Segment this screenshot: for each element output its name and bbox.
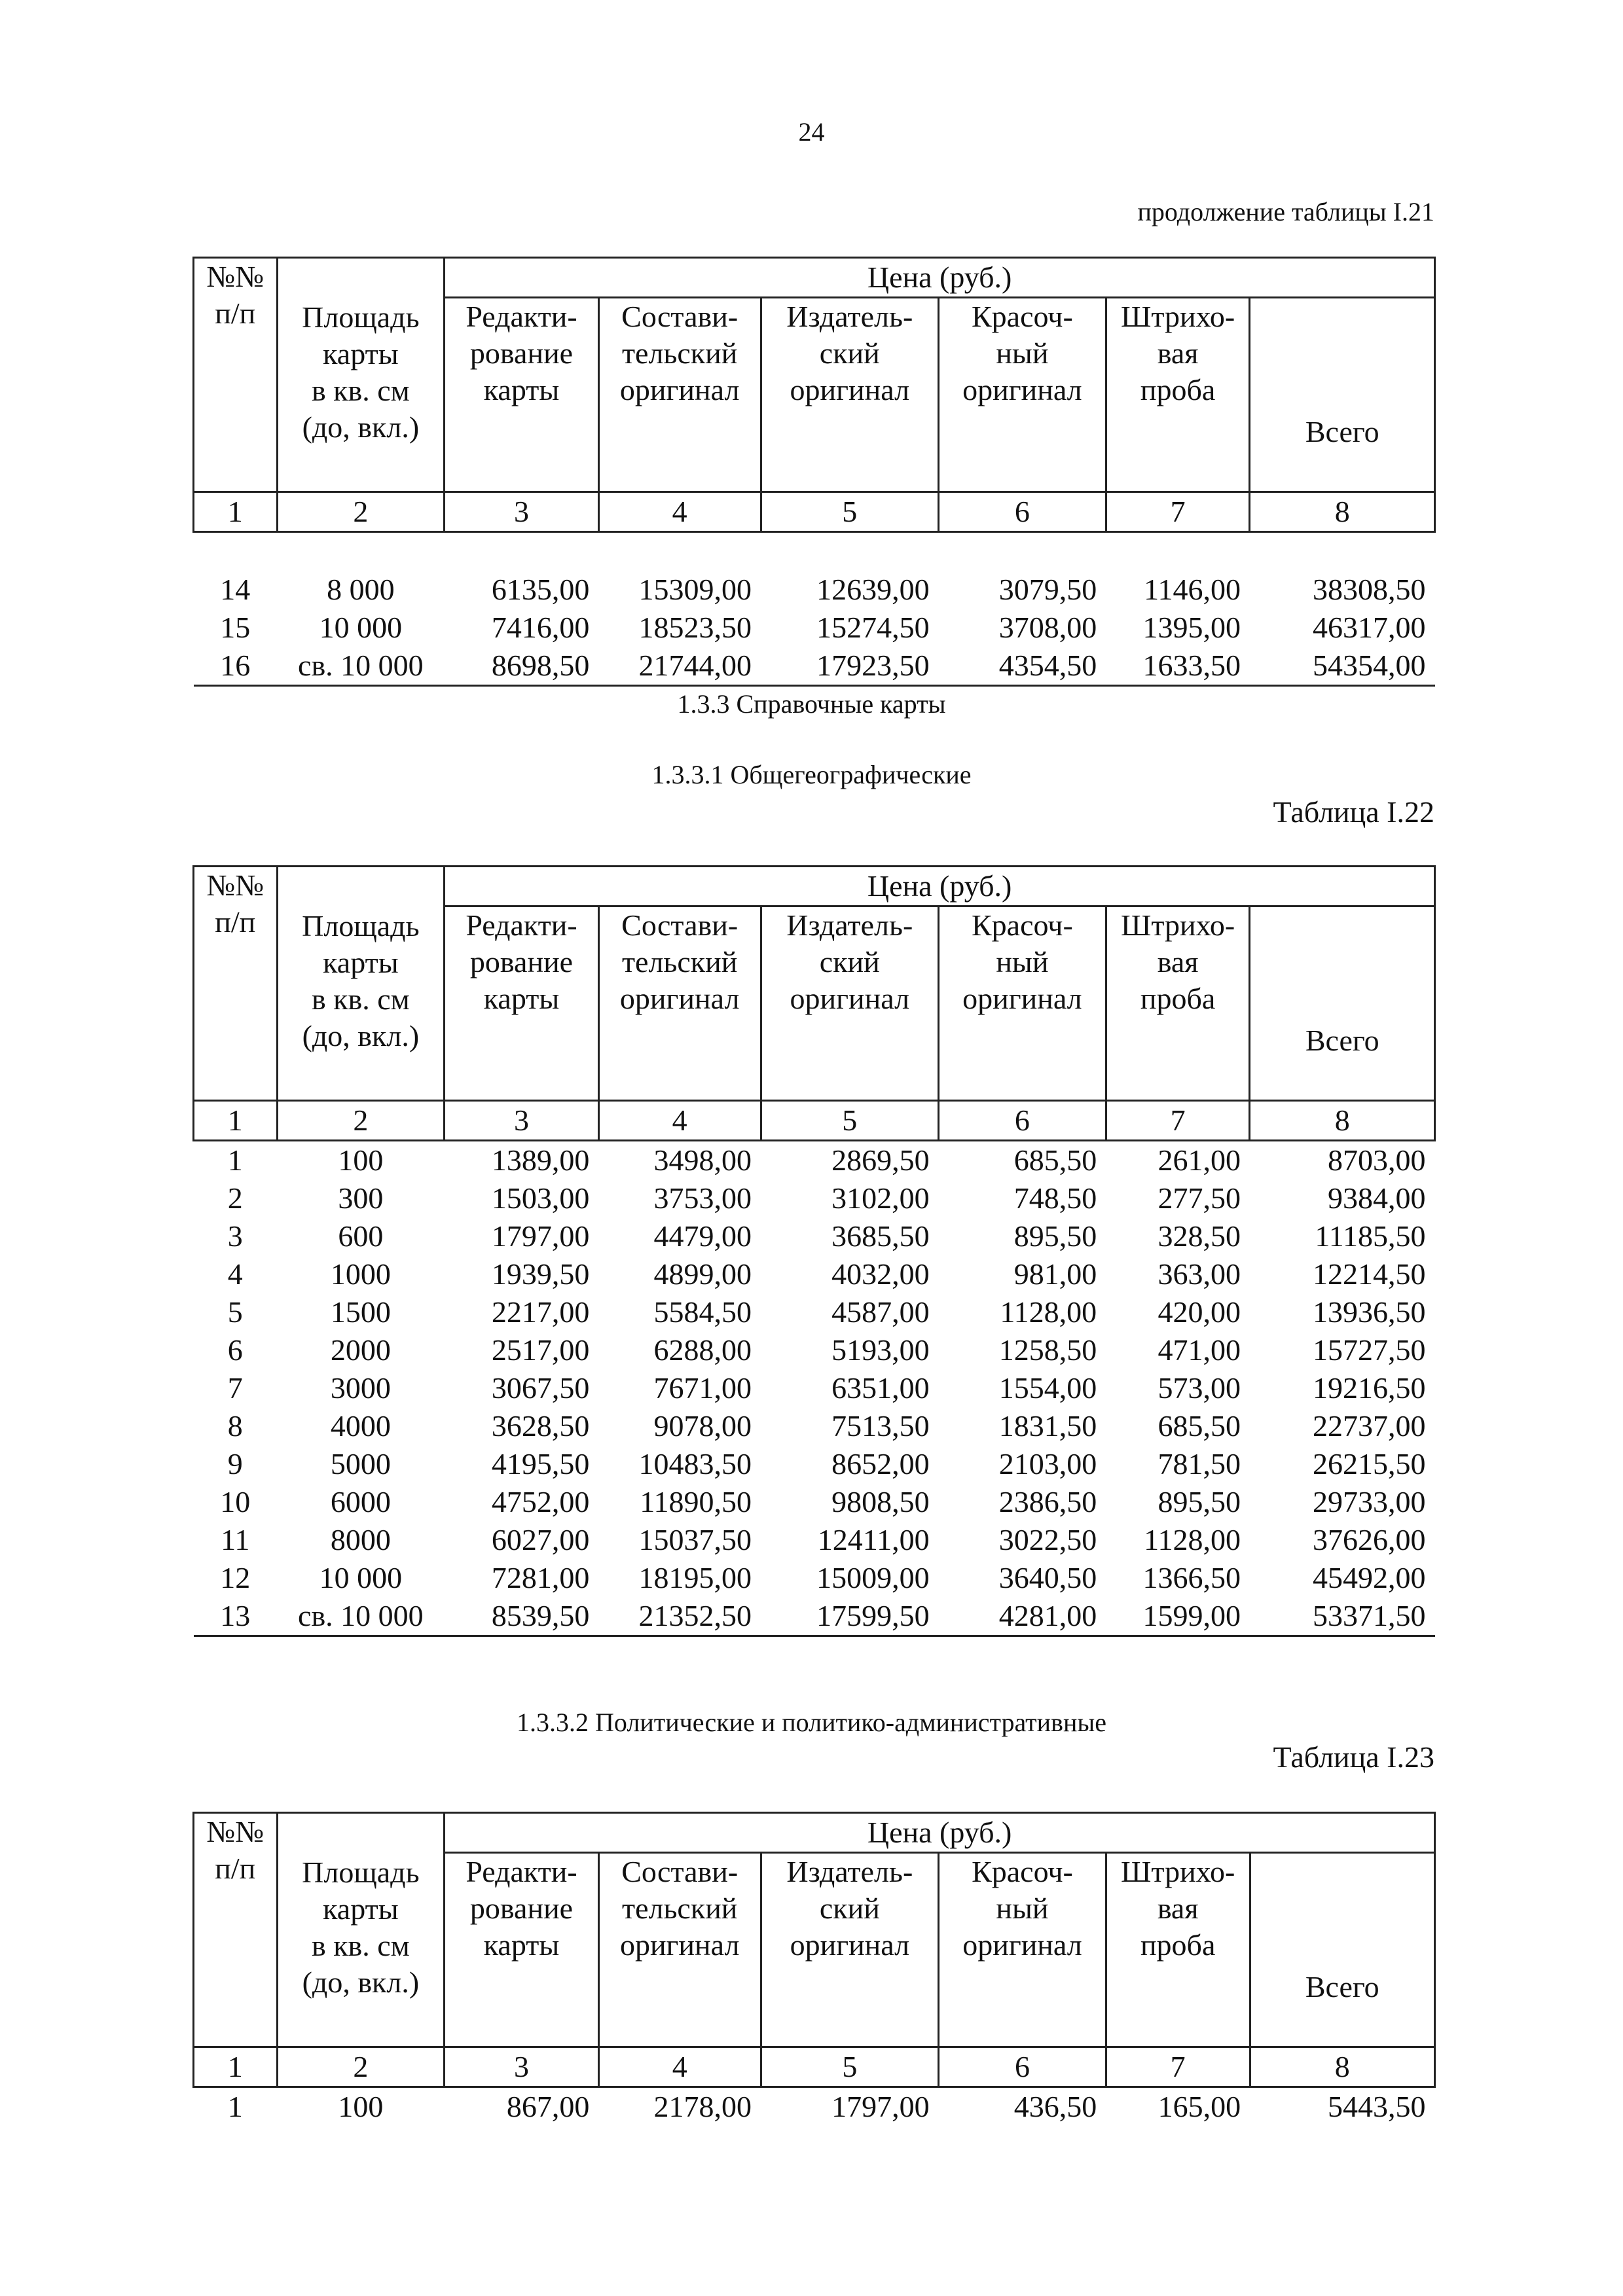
table-cell: 54354,00 <box>1250 647 1435 686</box>
col-number-6: 6 <box>939 492 1106 532</box>
table-cell: 9078,00 <box>653 1409 752 1443</box>
table-cell: 4 <box>227 1257 243 1291</box>
table-i23 <box>192 1812 1436 2126</box>
table-cell: 38308,50 <box>1313 573 1426 606</box>
table-cell: 22737,00 <box>1313 1409 1426 1443</box>
table-cell: 6288,00 <box>653 1333 752 1367</box>
table-cell: 29733,00 <box>1313 1485 1426 1518</box>
table-cell: 18523,50 <box>638 611 752 644</box>
table-cell: 2103,00 <box>998 1447 1097 1480</box>
table-label-i23: Таблица I.23 <box>1273 1740 1434 1774</box>
table-cell: 3022,50 <box>998 1523 1097 1556</box>
table-cell: 867,00 <box>506 2090 590 2123</box>
table-cell: 1797,00 <box>831 2090 930 2123</box>
header-col-4: Состави- тельский оригинал <box>598 298 761 492</box>
page-number: 24 <box>798 117 825 147</box>
table-cell: 3685,50 <box>831 1219 930 1253</box>
table-row <box>194 609 1435 647</box>
col-number-1: 1 <box>194 492 278 532</box>
table-row <box>194 1521 1435 1559</box>
table-i22 <box>192 865 1436 1637</box>
table-cell: 10 <box>220 1485 251 1518</box>
table-cell: 600 <box>338 1219 384 1253</box>
table-cell: 15274,50 <box>816 611 930 644</box>
header-area: Площадь карты в кв. см (до, вкл.) <box>277 867 445 1101</box>
table-cell: 9384,00 <box>1328 1181 1426 1215</box>
header-col-4: Состави- тельский оригинал <box>598 1853 761 2047</box>
table-cell: 11890,50 <box>640 1485 752 1518</box>
table-cell: 4032,00 <box>831 1257 930 1291</box>
col-number-6: 6 <box>939 1101 1106 1141</box>
table-cell: 17923,50 <box>761 647 939 686</box>
table-cell: 3102,00 <box>831 1181 930 1215</box>
table-cell: 2517,00 <box>491 1333 590 1367</box>
table-cell: 3753,00 <box>653 1181 752 1215</box>
header-price-group: Цена (руб.) <box>445 1813 1435 1853</box>
table-cell: 6135,00 <box>491 573 590 606</box>
table-cell: 12639,00 <box>816 573 930 606</box>
table-cell: 17599,50 <box>761 1597 939 1636</box>
table-cell: 21744,00 <box>598 647 761 686</box>
table-cell: 12214,50 <box>1313 1257 1426 1291</box>
table-cell: 2178,00 <box>653 2090 752 2123</box>
col-number-3: 3 <box>445 1101 599 1141</box>
header-col-7: Штрихо- вая проба <box>1106 906 1250 1101</box>
table-cell: 5584,50 <box>653 1295 752 1329</box>
table-cell: 1366,50 <box>1142 1561 1241 1594</box>
table-row <box>194 1445 1435 1483</box>
table-cell: 26215,50 <box>1313 1447 1426 1480</box>
table-cell: 3000 <box>330 1371 391 1405</box>
header-col-8: Всего <box>1250 906 1435 1101</box>
col-number-7: 7 <box>1106 1101 1250 1141</box>
table-cell: 45492,00 <box>1313 1561 1426 1594</box>
table-cell: 1389,00 <box>491 1143 590 1177</box>
col-number-8: 8 <box>1250 1101 1435 1141</box>
header-col-6: Красоч- ный оригинал <box>939 298 1106 492</box>
table-cell: 15727,50 <box>1313 1333 1426 1367</box>
header-col-3: Редакти- рование карты <box>445 1853 599 2047</box>
table-cell: 1633,50 <box>1106 647 1250 686</box>
table-cell: 685,50 <box>1158 1409 1241 1443</box>
table-row <box>194 1217 1435 1255</box>
header-col-5: Издатель- ский оригинал <box>761 906 939 1101</box>
subsection-title-2: 1.3.3.2 Политические и политико-административные <box>517 1708 1106 1737</box>
col-number-5: 5 <box>761 1101 939 1141</box>
table-cell: 5 <box>227 1295 243 1329</box>
table-cell: 1 <box>227 2090 243 2123</box>
col-number-8: 8 <box>1250 2047 1434 2087</box>
header-col-5: Издатель- ский оригинал <box>761 298 939 492</box>
table-cell: 13936,50 <box>1313 1295 1426 1329</box>
table-row <box>194 1293 1435 1331</box>
header-col-7: Штрихо- вая проба <box>1106 298 1250 492</box>
table-cell: 420,00 <box>1158 1295 1241 1329</box>
col-number-2: 2 <box>277 1101 445 1141</box>
table-cell: 6000 <box>330 1485 391 1518</box>
header-col-8: Всего <box>1250 1853 1434 2047</box>
table-cell: 895,50 <box>1013 1219 1097 1253</box>
table-cell: св. 10 000 <box>277 1597 445 1636</box>
table-cell: 3079,50 <box>998 573 1097 606</box>
table-row <box>194 647 1435 686</box>
table-cell: 3067,50 <box>491 1371 590 1405</box>
header-col-7: Штрихо- вая проба <box>1106 1853 1250 2047</box>
table-cell: 12 <box>220 1561 251 1594</box>
table-row <box>194 1331 1435 1369</box>
table-cell: 46317,00 <box>1313 611 1426 644</box>
table-cell: 100 <box>338 1143 384 1177</box>
table-cell: 15 <box>220 611 251 644</box>
table-cell: 53371,50 <box>1250 1597 1435 1636</box>
table-row <box>194 2087 1435 2126</box>
table-cell: 781,50 <box>1158 1447 1241 1480</box>
table-row <box>194 1597 1435 1636</box>
table-cell: 10483,50 <box>638 1447 752 1480</box>
col-number-4: 4 <box>598 1101 761 1141</box>
table-cell: 1258,50 <box>998 1333 1097 1367</box>
table-cell: 16 <box>194 647 278 686</box>
table-cell: 4899,00 <box>653 1257 752 1291</box>
table-cell: 19216,50 <box>1313 1371 1426 1405</box>
table-row <box>194 1141 1435 1180</box>
table-cell: 1599,00 <box>1106 1597 1250 1636</box>
table-cell: 5443,50 <box>1328 2090 1426 2123</box>
table-cell: 895,50 <box>1158 1485 1241 1518</box>
table-cell: 4587,00 <box>831 1295 930 1329</box>
table-cell: 5193,00 <box>831 1333 930 1367</box>
header-col-5: Издатель- ский оригинал <box>761 1853 939 2047</box>
table-cell: 981,00 <box>1013 1257 1097 1291</box>
table-cell: 11 <box>221 1523 250 1556</box>
table-cell: 7281,00 <box>491 1561 590 1594</box>
header-num: №№ п/п <box>194 867 278 1101</box>
table-cell: 4752,00 <box>491 1485 590 1518</box>
table-cell: 165,00 <box>1158 2090 1241 2123</box>
table-cell: 7671,00 <box>653 1371 752 1405</box>
table-cell: 7416,00 <box>491 611 590 644</box>
table-cell: 3708,00 <box>998 611 1097 644</box>
table-cell: 7513,50 <box>831 1409 930 1443</box>
table-cell: 436,50 <box>1013 2090 1097 2123</box>
table-cell: 1500 <box>330 1295 391 1329</box>
table-cell: 2000 <box>330 1333 391 1367</box>
table-cell: 4354,50 <box>939 647 1106 686</box>
table-cell: 1395,00 <box>1142 611 1241 644</box>
col-number-7: 7 <box>1106 492 1250 532</box>
table-cell: 13 <box>194 1597 278 1636</box>
table-cell: 1554,00 <box>998 1371 1097 1405</box>
table-cell: 2 <box>227 1181 243 1215</box>
table-cell: 277,50 <box>1158 1181 1241 1215</box>
table-cell: 1146,00 <box>1144 573 1241 606</box>
header-col-3: Редакти- рование карты <box>445 298 599 492</box>
header-col-6: Красоч- ный оригинал <box>939 1853 1106 2047</box>
col-number-4: 4 <box>598 492 761 532</box>
table-label-i22: Таблица I.22 <box>1273 795 1434 829</box>
col-number-6: 6 <box>939 2047 1106 2087</box>
table-cell: 1939,50 <box>491 1257 590 1291</box>
table-cell: 573,00 <box>1158 1371 1241 1405</box>
table-cell: 300 <box>338 1181 384 1215</box>
table-cell: 100 <box>338 2090 384 2123</box>
table-row <box>194 1407 1435 1445</box>
table-cell: 2869,50 <box>831 1143 930 1177</box>
table-cell: 8 000 <box>327 573 395 606</box>
section-title: 1.3.3 Справочные карты <box>677 689 946 719</box>
header-price-group: Цена (руб.) <box>445 867 1435 906</box>
table-cell: 2217,00 <box>491 1295 590 1329</box>
col-number-1: 1 <box>194 2047 278 2087</box>
table-cell: 4000 <box>330 1409 391 1443</box>
table-cell: 1128,00 <box>1144 1523 1241 1556</box>
table-cell: 4195,50 <box>491 1447 590 1480</box>
table-cell: 1 <box>227 1143 243 1177</box>
table-cell: 1128,00 <box>1000 1295 1097 1329</box>
header-num: №№ п/п <box>194 258 278 492</box>
header-num: №№ п/п <box>194 1813 278 2047</box>
table-cell: 8703,00 <box>1328 1143 1426 1177</box>
table-cell: 5000 <box>330 1447 391 1480</box>
table-cell: 6351,00 <box>831 1371 930 1405</box>
table-cell: 8652,00 <box>831 1447 930 1480</box>
table-cell: 8539,50 <box>445 1597 599 1636</box>
table-cell: 10 000 <box>319 611 403 644</box>
table-cell: св. 10 000 <box>277 647 445 686</box>
table-cell: 2386,50 <box>998 1485 1097 1518</box>
table-cell: 685,50 <box>1013 1143 1097 1177</box>
col-number-7: 7 <box>1106 2047 1250 2087</box>
table-cell: 10 000 <box>319 1561 403 1594</box>
col-number-1: 1 <box>194 1101 278 1141</box>
table-cell: 3498,00 <box>653 1143 752 1177</box>
table-cell: 3640,50 <box>998 1561 1097 1594</box>
subsection-title-1: 1.3.3.1 Общегеографические <box>651 760 972 789</box>
table-cell: 11185,50 <box>1315 1219 1426 1253</box>
table-cell: 21352,50 <box>598 1597 761 1636</box>
header-area: Площадь карты в кв. см (до, вкл.) <box>277 1813 445 2047</box>
table-cell: 1000 <box>330 1257 391 1291</box>
table-cell: 8000 <box>330 1523 391 1556</box>
col-number-5: 5 <box>761 492 939 532</box>
table-cell: 363,00 <box>1158 1257 1241 1291</box>
table-cell: 12411,00 <box>817 1523 930 1556</box>
col-number-5: 5 <box>761 2047 939 2087</box>
table-cell: 15309,00 <box>638 573 752 606</box>
header-col-6: Красоч- ный оригинал <box>939 906 1106 1101</box>
header-col-8: Всего <box>1250 298 1435 492</box>
table-cell: 9808,50 <box>831 1485 930 1518</box>
table-cell: 6027,00 <box>491 1523 590 1556</box>
table-cell: 1831,50 <box>998 1409 1097 1443</box>
table-cell: 3628,50 <box>491 1409 590 1443</box>
table-cell: 7 <box>227 1371 243 1405</box>
table-cell: 6 <box>227 1333 243 1367</box>
table-cell: 8698,50 <box>445 647 599 686</box>
table-cell: 328,50 <box>1158 1219 1241 1253</box>
continuation-note: продолжение таблицы I.21 <box>1137 197 1434 226</box>
table-cell: 18195,00 <box>638 1561 752 1594</box>
header-col-4: Состави- тельский оригинал <box>598 906 761 1101</box>
table-cell: 15037,50 <box>638 1523 752 1556</box>
table-row <box>194 1369 1435 1407</box>
table-row <box>194 1483 1435 1521</box>
table-cell: 4281,00 <box>939 1597 1106 1636</box>
table-row <box>194 1179 1435 1217</box>
header-col-3: Редакти- рование карты <box>445 906 599 1101</box>
table-cell: 471,00 <box>1158 1333 1241 1367</box>
col-number-3: 3 <box>445 2047 599 2087</box>
table-i21-continuation <box>192 257 1436 687</box>
table-cell: 4479,00 <box>653 1219 752 1253</box>
table-cell: 15009,00 <box>816 1561 930 1594</box>
col-number-2: 2 <box>277 2047 445 2087</box>
table-cell: 261,00 <box>1158 1143 1241 1177</box>
table-cell: 9 <box>227 1447 243 1480</box>
table-cell: 14 <box>220 573 251 606</box>
col-number-8: 8 <box>1250 492 1435 532</box>
col-number-3: 3 <box>445 492 599 532</box>
table-cell: 1503,00 <box>491 1181 590 1215</box>
table-cell: 748,50 <box>1013 1181 1097 1215</box>
table-row <box>194 571 1435 609</box>
table-cell: 37626,00 <box>1313 1523 1426 1556</box>
col-number-4: 4 <box>598 2047 761 2087</box>
table-row <box>194 1559 1435 1597</box>
header-price-group: Цена (руб.) <box>445 258 1435 298</box>
table-cell: 1797,00 <box>491 1219 590 1253</box>
table-cell: 3 <box>227 1219 243 1253</box>
table-row <box>194 1255 1435 1293</box>
header-area: Площадь карты в кв. см (до, вкл.) <box>277 258 445 492</box>
col-number-2: 2 <box>277 492 445 532</box>
table-cell: 8 <box>227 1409 243 1443</box>
